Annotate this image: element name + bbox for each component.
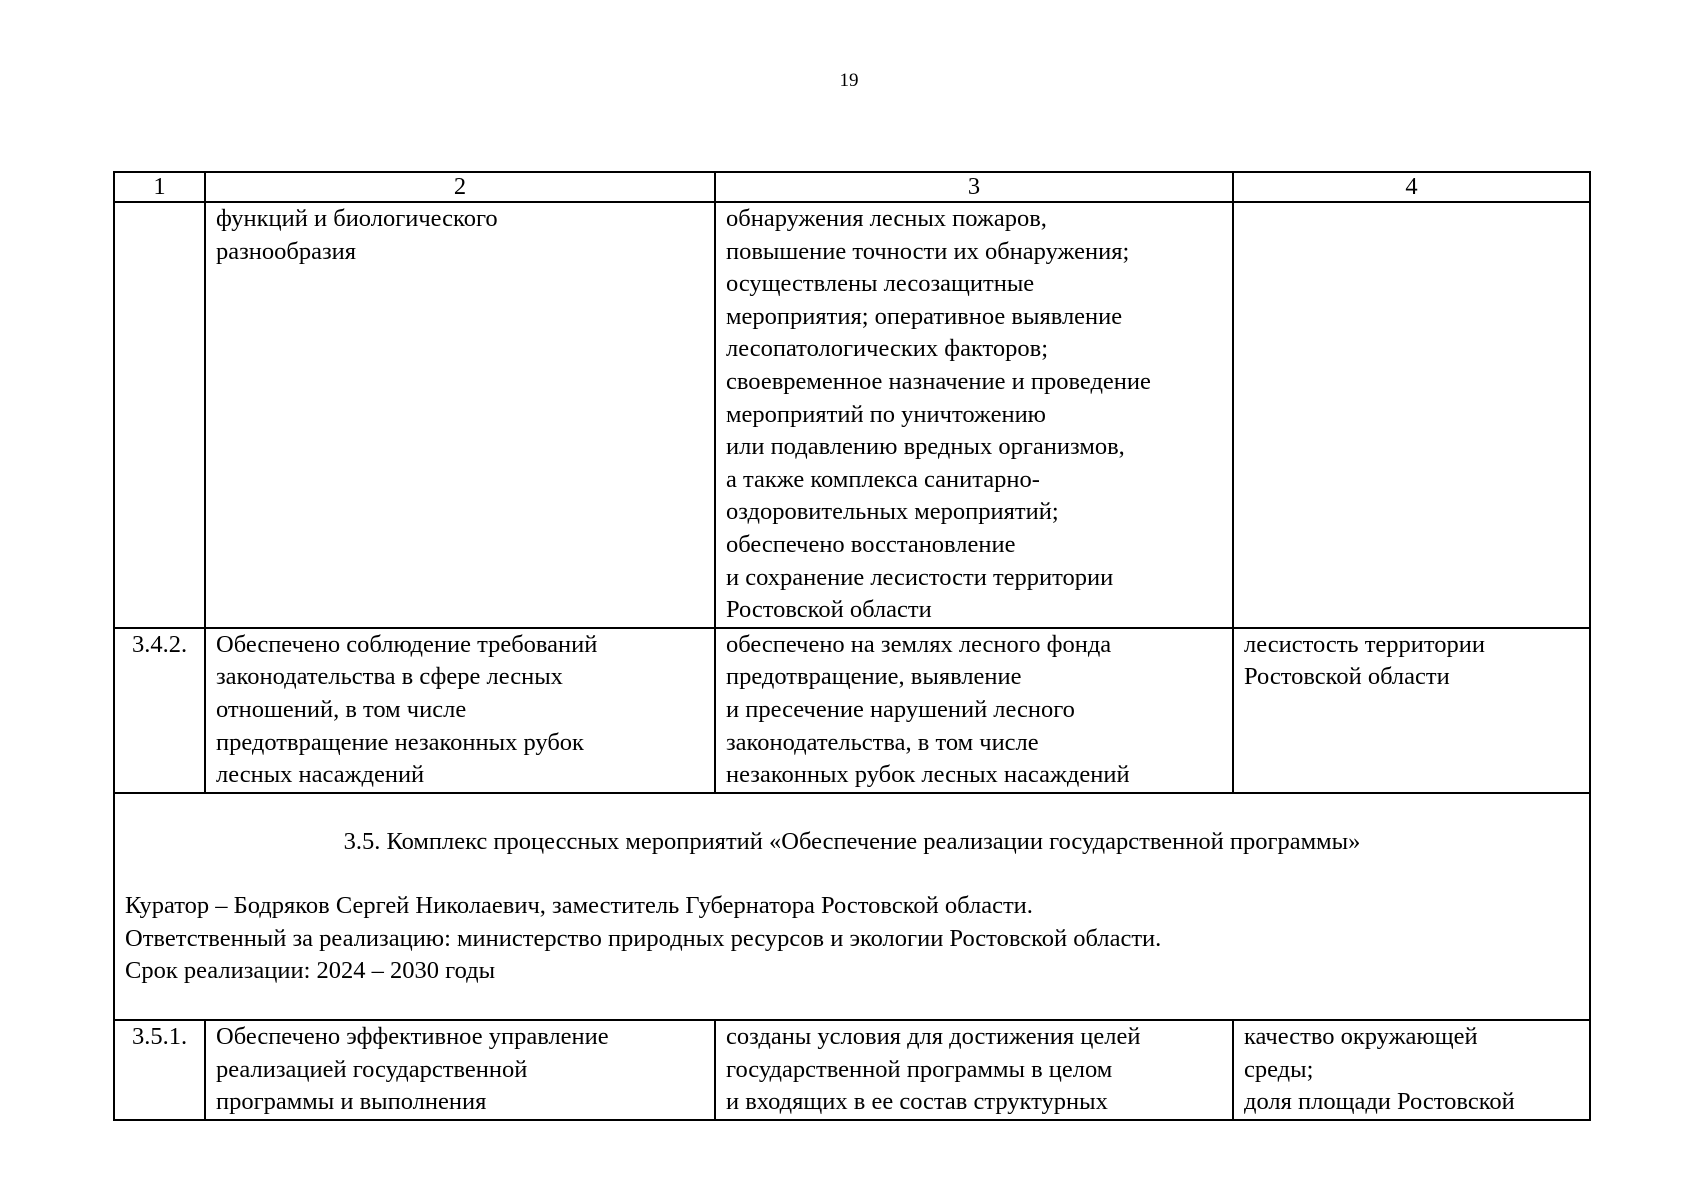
text-line: доля площади Ростовской [1244, 1088, 1515, 1116]
indicator-cell [1233, 628, 1590, 793]
text-line: Обеспечено соблюдение требований [216, 630, 598, 658]
section-title: 3.5. Комплекс процессных мероприятий «Обеспечение реализации государственной программы» [343, 827, 1361, 855]
section-spacer [125, 858, 1579, 890]
text-line: реализацией государственной [216, 1055, 528, 1083]
text-line: разнообразия [216, 237, 357, 265]
task-cell [205, 202, 715, 628]
text-line: обеспечено восстановление [726, 530, 1016, 558]
effect-cell [715, 202, 1233, 628]
text-line: лесистость территории [1244, 630, 1485, 658]
text-line: государственной программы в целом [726, 1055, 1113, 1083]
text-line: предотвращение незаконных рубок [216, 728, 584, 756]
text-line: качество окружающей [1244, 1023, 1478, 1051]
section-row [114, 793, 1590, 1020]
text-line: и сохранение лесистости территории [726, 563, 1114, 591]
text-line: повышение точности их обнаружения; [726, 237, 1130, 265]
table-row [114, 628, 1590, 793]
column-header: 2 [205, 172, 715, 202]
section-responsible: Ответственный за реализацию: министерство природных ресурсов и экологии Ростовской области. [125, 924, 1162, 952]
table-row [114, 202, 1590, 628]
section-term: Срок реализации: 2024 – 2030 годы [125, 957, 496, 985]
text-line: законодательства в сфере лесных [216, 663, 563, 691]
row-number-cell: 3.4.2. [114, 628, 205, 793]
text-line: среды; [1244, 1055, 1314, 1083]
text-line: осуществлены лесозащитные [726, 270, 1035, 298]
effect-cell [715, 628, 1233, 793]
text-line: мероприятия; оперативное выявление [726, 302, 1123, 330]
table-row [114, 1020, 1590, 1120]
header-row [114, 172, 1590, 202]
text-line: обеспечено на землях лесного фонда [726, 630, 1112, 658]
text-line: предотвращение, выявление [726, 663, 1022, 691]
row-number-cell [114, 202, 205, 628]
text-line: Ростовской области [726, 596, 932, 624]
column-header: 1 [114, 172, 205, 202]
measures-table [113, 171, 1591, 1121]
text-line: мероприятий по уничтожению [726, 400, 1046, 428]
task-cell [205, 1020, 715, 1120]
task-cell [205, 628, 715, 793]
text-line: функций и биологического [216, 205, 498, 232]
column-header: 4 [1233, 172, 1590, 202]
row-number-cell: 3.5.1. [114, 1020, 205, 1120]
text-line: законодательства, в том числе [726, 728, 1039, 756]
text-line: а также комплекса санитарно- [726, 465, 1040, 493]
page-number: 19 [839, 70, 859, 91]
text-line: созданы условия для достижения целей [726, 1023, 1141, 1051]
section-curator: Куратор – Бодряков Сергей Николаевич, заместитель Губернатора Ростовской области. [125, 892, 1033, 920]
text-line: или подавлению вредных организмов, [726, 433, 1125, 461]
text-line: своевременное назначение и проведение [726, 367, 1151, 395]
indicator-cell [1233, 1020, 1590, 1120]
column-header: 3 [715, 172, 1233, 202]
text-line: обнаружения лесных пожаров, [726, 205, 1047, 232]
text-line: и пресечение нарушений лесного [726, 695, 1075, 723]
text-line: лесных насаждений [216, 761, 425, 789]
text-line: незаконных рубок лесных насаждений [726, 761, 1130, 789]
text-line: оздоровительных мероприятий; [726, 498, 1059, 526]
text-line: и входящих в ее состав структурных [726, 1088, 1108, 1116]
section-header-cell [114, 793, 1590, 1020]
indicator-cell [1233, 202, 1590, 628]
text-line: лесопатологических факторов; [726, 335, 1049, 363]
text-line: Обеспечено эффективное управление [216, 1023, 609, 1051]
effect-cell [715, 1020, 1233, 1120]
text-line: отношений, в том числе [216, 695, 467, 723]
text-line: программы и выполнения [216, 1088, 487, 1116]
text-line: Ростовской области [1244, 663, 1450, 691]
section-info [125, 890, 1579, 988]
